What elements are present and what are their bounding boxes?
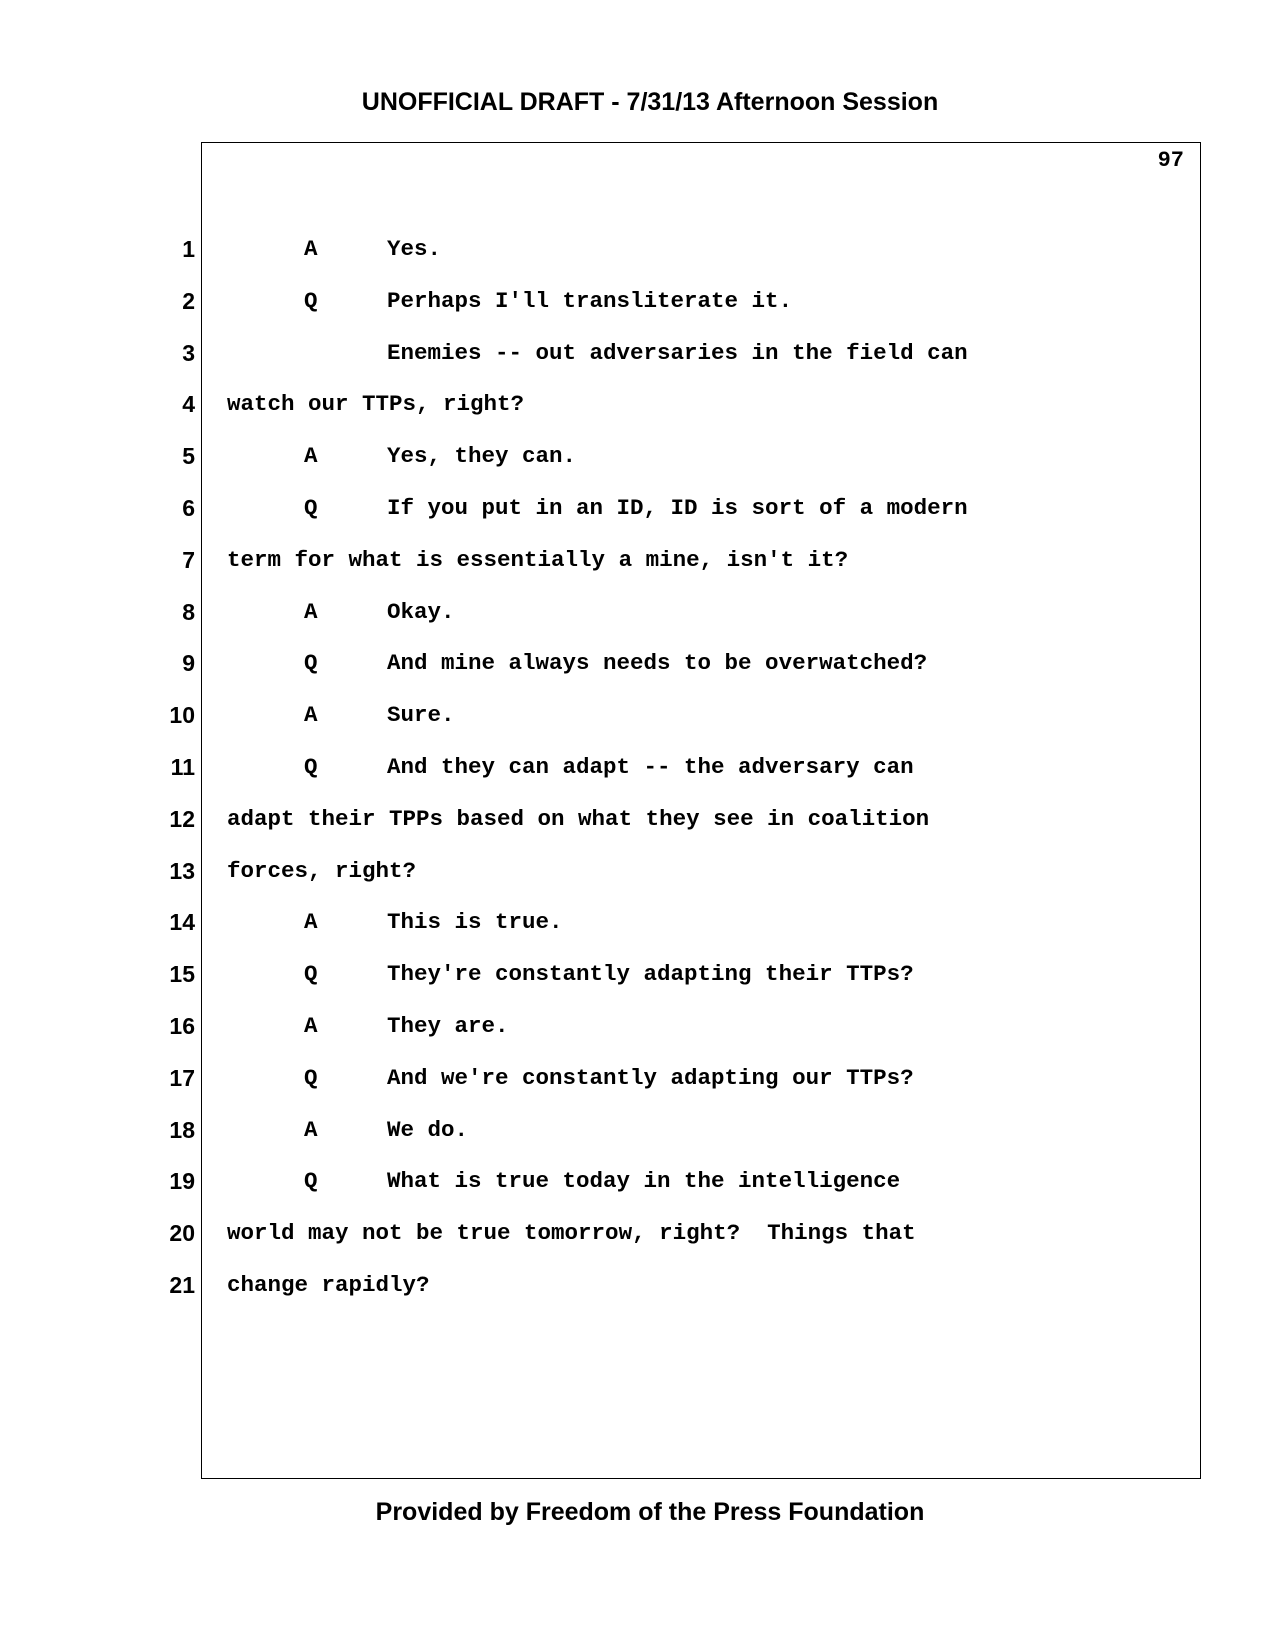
line-number: 19 [169,1168,195,1195]
speaker-label: Q [304,1168,318,1195]
transcript-line [0,1117,1275,1169]
line-number: 13 [169,857,195,884]
line-text: forces, right? [227,857,417,884]
line-number: 15 [169,961,195,988]
transcript-line [0,547,1275,599]
transcript-line [0,1220,1275,1272]
line-number: 18 [169,1116,195,1143]
transcript-line [0,599,1275,651]
line-text: watch our TTPs, right? [227,391,525,418]
speaker-label: A [304,236,318,262]
transcript-line [0,340,1275,392]
transcript-lines [0,236,1275,1324]
line-text: change rapidly? [227,1271,430,1298]
speaker-label: Q [304,753,318,780]
line-text: What is true today in the intelligence [387,1168,901,1195]
line-number: 10 [169,702,195,729]
line-text: This is true. [387,909,563,936]
transcript-line [0,961,1275,1013]
page-number: 97 [1157,148,1184,173]
line-number: 1 [182,236,195,262]
line-text: Sure. [387,702,455,729]
speaker-label: Q [304,1064,318,1091]
line-text: They are. [387,1012,509,1039]
transcript-line [0,1013,1275,1065]
transcript-line [0,858,1275,910]
line-text: Yes. [387,236,442,262]
line-number: 5 [182,443,195,470]
line-number: 7 [182,546,195,573]
line-number: 9 [182,650,195,677]
line-number: 4 [182,391,195,418]
speaker-label: Q [304,287,318,314]
transcript-line [0,754,1275,806]
line-number: 14 [169,909,195,936]
line-number: 16 [169,1012,195,1039]
line-text: They're constantly adapting their TTPs? [387,961,914,988]
speaker-label: A [304,1012,318,1039]
line-number: 11 [170,753,195,780]
line-text: Okay. [387,598,455,625]
line-number: 20 [169,1220,195,1247]
speaker-label: A [304,702,318,729]
transcript-line [0,288,1275,340]
line-text: Perhaps I'll transliterate it. [387,287,793,314]
transcript-line [0,1272,1275,1324]
document-footer: Provided by Freedom of the Press Foundation [375,1498,925,1526]
speaker-label: A [304,598,318,625]
line-number: 8 [182,598,195,625]
speaker-label: Q [304,961,318,988]
line-text: adapt their TPPs based on what they see in coalition [227,805,930,832]
speaker-label: Q [304,650,318,677]
line-text: And we're constantly adapting our TTPs? [387,1064,914,1091]
speaker-label: Q [304,494,318,521]
transcript-line [0,806,1275,858]
speaker-label: A [304,909,318,936]
line-text: And mine always needs to be overwatched? [387,650,928,677]
transcript-line [0,236,1275,288]
transcript-line [0,702,1275,754]
line-number: 3 [182,339,195,366]
line-text: Yes, they can. [387,443,577,470]
line-number: 6 [182,494,195,521]
transcript-line [0,1065,1275,1117]
speaker-label: A [304,1116,318,1143]
line-number: 2 [182,287,195,314]
line-text: We do. [387,1116,469,1143]
speaker-label: A [304,443,318,470]
line-text: term for what is essentially a mine, isn't it? [227,546,849,573]
line-text: If you put in an ID, ID is sort of a modern [387,494,968,521]
transcript-line [0,391,1275,443]
line-number: 12 [169,805,195,832]
transcript-line [0,495,1275,547]
document-header: UNOFFICIAL DRAFT - 7/31/13 Afternoon Session [361,88,939,116]
line-number: 17 [169,1064,195,1091]
line-text: And they can adapt -- the adversary can [387,753,914,780]
transcript-line [0,650,1275,702]
transcript-line [0,909,1275,961]
line-text: world may not be true tomorrow, right? Things that [227,1220,916,1247]
transcript-line [0,443,1275,495]
line-text: Enemies -- out adversaries in the field can [387,339,968,366]
transcript-line [0,1168,1275,1220]
line-number: 21 [169,1271,195,1298]
